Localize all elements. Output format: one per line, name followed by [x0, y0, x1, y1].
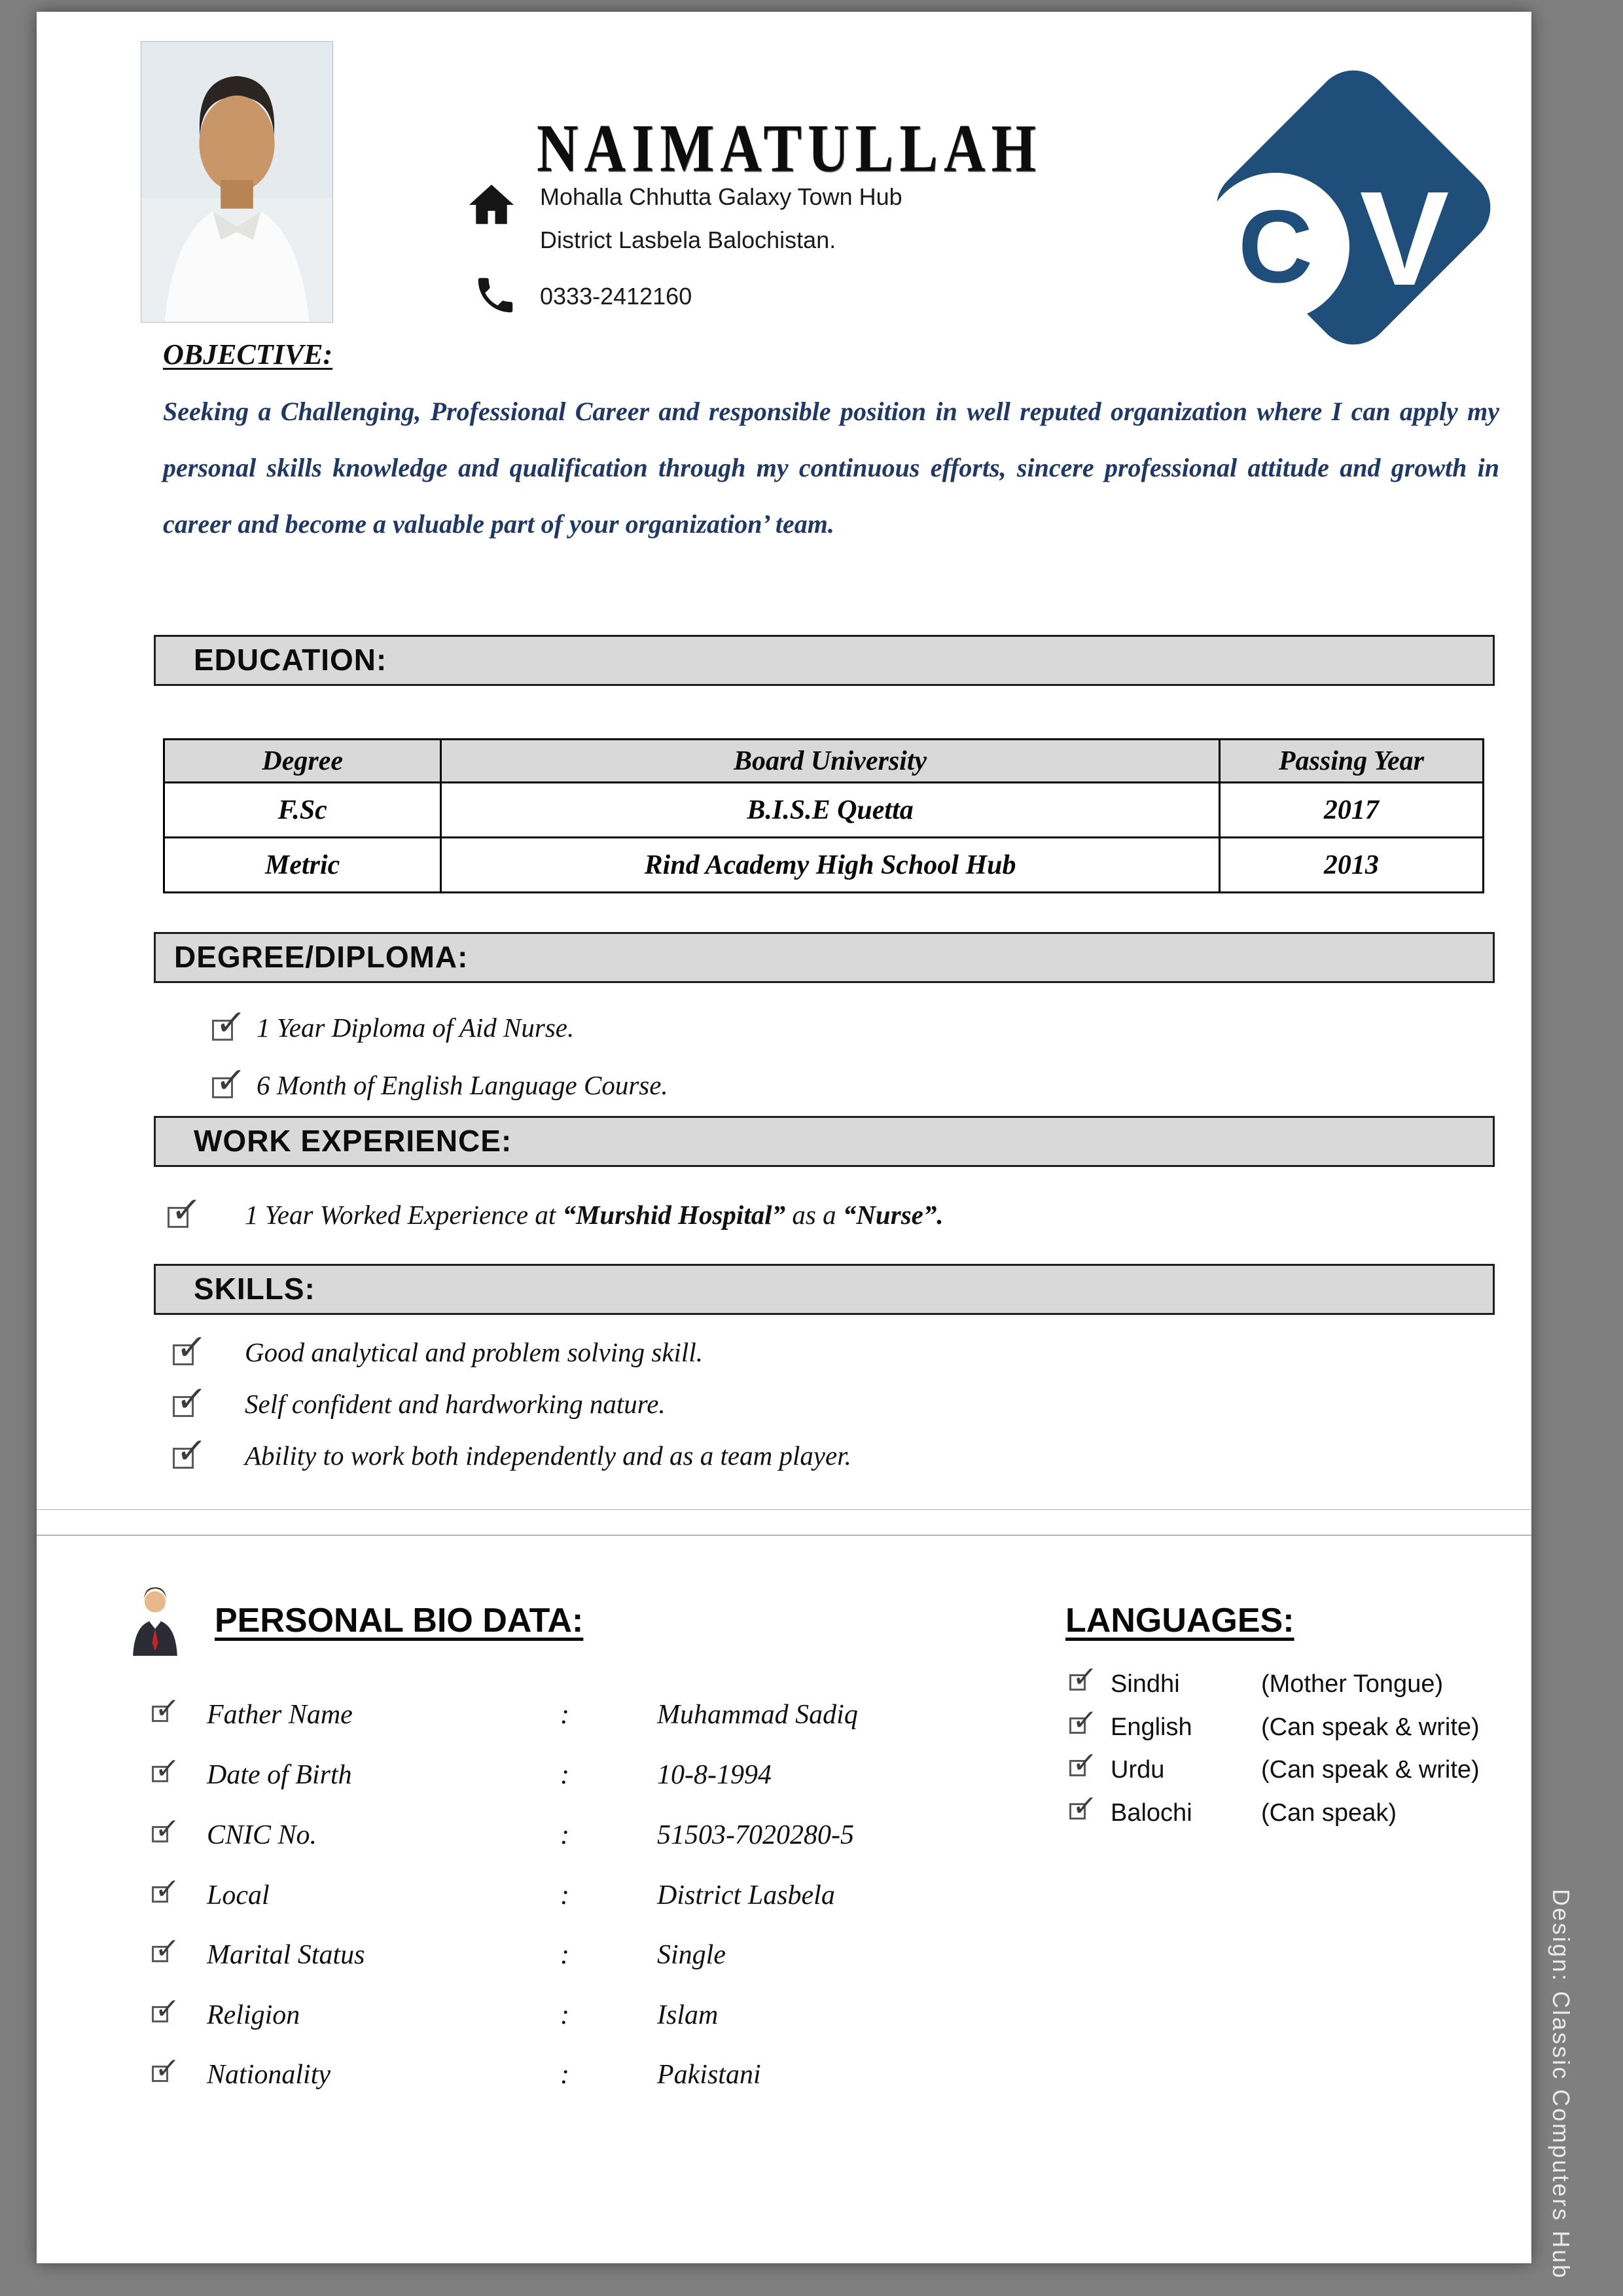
section-header-skills: SKILLS:: [154, 1264, 1495, 1315]
bio-separator: :: [560, 1700, 569, 1730]
section-header-degree-diploma: DEGREE/DIPLOMA:: [154, 932, 1495, 983]
checkbox-icon: [168, 1207, 188, 1228]
table-cell-board: B.I.S.E Quetta: [441, 783, 1219, 838]
address-line-1: Mohalla Chhutta Galaxy Town Hub: [540, 183, 902, 210]
diploma-item-text: 6 Month of English Language Course.: [257, 1070, 668, 1100]
cv-logo-letter-v: V: [1359, 164, 1450, 314]
bio-label: Marital Status: [207, 1940, 365, 1970]
language-note: (Can speak & write): [1261, 1756, 1480, 1784]
skill-item: [173, 1336, 703, 1368]
checkbox-icon: [173, 1396, 194, 1417]
checkbox-icon: [152, 2006, 168, 2022]
bio-label: Date of Birth: [207, 1760, 352, 1790]
checkbox-icon: [152, 1766, 168, 1782]
education-table: [163, 738, 1484, 893]
education-col-degree: Degree: [164, 740, 441, 783]
checkbox-icon: [173, 1448, 194, 1469]
bio-label: Nationality: [207, 2060, 330, 2090]
bio-row: [152, 1939, 726, 1971]
checkbox-icon: [152, 2066, 168, 2082]
bio-value: 10-8-1994: [657, 1760, 772, 1790]
bio-heading: PERSONAL BIO DATA:: [215, 1602, 584, 1640]
bio-label: Local: [207, 1880, 270, 1910]
language-name: English: [1111, 1713, 1192, 1741]
skill-item: [173, 1388, 666, 1420]
language-name: Urdu: [1111, 1756, 1165, 1784]
page-break-divider: [37, 1509, 1531, 1535]
bio-value: 51503-7020280-5: [657, 1820, 854, 1850]
section-header-education: EDUCATION:: [154, 635, 1495, 686]
address-line-2: District Lasbela Balochistan.: [540, 226, 836, 253]
bio-label: Religion: [207, 2000, 300, 2030]
education-row: [164, 783, 1484, 838]
diploma-item-text: 1 Year Diploma of Aid Nurse.: [257, 1013, 575, 1043]
bio-value: Pakistani: [657, 2060, 761, 2090]
candidate-name: NAIMATULLAH: [536, 111, 1043, 187]
phone-icon: [473, 272, 518, 318]
bio-row: [152, 2059, 761, 2090]
bio-row: [152, 1759, 772, 1791]
bio-label: CNIC No.: [207, 1820, 317, 1850]
diploma-item: [212, 1012, 574, 1043]
bio-row: [152, 1880, 835, 1911]
work-text-role: “Nurse”.: [842, 1200, 944, 1230]
profile-photo: [141, 41, 333, 323]
objective-text: Seeking a Challenging, Professional Career and responsible position in well reputed organization where I can apply my personal skills knowledge and qualification through my continuous efforts, sincere professional attitude and growth in career and become a valuable part of your organization’ team.: [163, 397, 1499, 539]
language-row: [1069, 1670, 1443, 1698]
work-text-middle: as a: [785, 1200, 843, 1230]
language-note: (Mother Tongue): [1261, 1670, 1444, 1698]
bio-separator: :: [560, 1940, 569, 1970]
languages-heading: LANGUAGES:: [1065, 1602, 1294, 1640]
bio-separator: :: [560, 2000, 569, 2030]
bio-value: Single: [657, 1940, 726, 1970]
objective-heading: OBJECTIVE:: [163, 338, 333, 370]
work-text-hospital: “Murshid Hospital”: [562, 1200, 786, 1230]
language-name: Balochi: [1111, 1799, 1192, 1827]
table-cell-year: 2013: [1219, 838, 1483, 893]
checkbox-icon: [1069, 1674, 1086, 1691]
table-cell-board: Rind Academy High School Hub: [441, 838, 1219, 893]
cv-page: [37, 12, 1531, 2263]
person-icon: [127, 1585, 183, 1657]
table-cell-degree: Metric: [164, 838, 441, 893]
checkbox-icon: [152, 1886, 168, 1903]
design-credit: Design: Classic Computers Hub: [1548, 1889, 1575, 2280]
bio-separator: :: [560, 1760, 569, 1790]
cv-logo-letter-c: C: [1238, 188, 1313, 304]
table-cell-year: 2017: [1219, 783, 1483, 838]
skill-item-text: Self confident and hardworking nature.: [245, 1389, 666, 1419]
checkbox-icon: [1069, 1803, 1086, 1820]
checkbox-icon: [152, 1706, 168, 1722]
bio-separator: :: [560, 1880, 569, 1910]
bio-separator: :: [560, 1820, 569, 1850]
bio-row: [152, 1820, 854, 1851]
table-cell-degree: F.Sc: [164, 783, 441, 838]
skill-item: [173, 1440, 851, 1471]
work-text-prefix: 1 Year Worked Experience at: [245, 1200, 563, 1230]
profile-photo-illustration: [141, 42, 332, 322]
checkbox-icon: [1069, 1717, 1086, 1734]
work-experience-text: [245, 1199, 944, 1230]
education-col-year: Passing Year: [1219, 740, 1483, 783]
bio-row: [152, 2000, 718, 2031]
language-row: [1069, 1799, 1397, 1827]
language-note: (Can speak & write): [1261, 1713, 1480, 1741]
bio-label: Father Name: [207, 1700, 353, 1730]
education-row: [164, 838, 1484, 893]
language-name: Sindhi: [1111, 1670, 1180, 1698]
bio-value: Islam: [657, 2000, 719, 2030]
checkbox-icon: [212, 1020, 233, 1041]
language-row: [1069, 1756, 1480, 1784]
language-note: (Can speak): [1261, 1799, 1397, 1827]
bio-row: [152, 1699, 858, 1731]
education-col-board: Board University: [441, 740, 1219, 783]
checkbox-icon: [212, 1077, 233, 1098]
checkbox-icon: [152, 1946, 168, 1962]
skill-item-text: Good analytical and problem solving skill.: [245, 1337, 703, 1367]
language-row: [1069, 1713, 1480, 1742]
checkbox-icon: [152, 1826, 168, 1842]
work-experience-item: [168, 1199, 944, 1230]
home-icon: [466, 179, 517, 230]
bio-value: Muhammad Sadiq: [657, 1700, 858, 1730]
skill-item-text: Ability to work both independently and as a team player.: [245, 1441, 851, 1471]
checkbox-icon: [1069, 1760, 1086, 1776]
cv-logo-circle: [1202, 173, 1349, 321]
section-header-work-experience: WORK EXPERIENCE:: [154, 1116, 1495, 1167]
phone-number: 0333-2412160: [540, 283, 692, 310]
bio-separator: :: [560, 2060, 569, 2090]
bio-value: District Lasbela: [657, 1880, 835, 1910]
checkbox-icon: [173, 1344, 194, 1365]
diploma-item: [212, 1069, 668, 1101]
education-header-row: [164, 740, 1484, 783]
